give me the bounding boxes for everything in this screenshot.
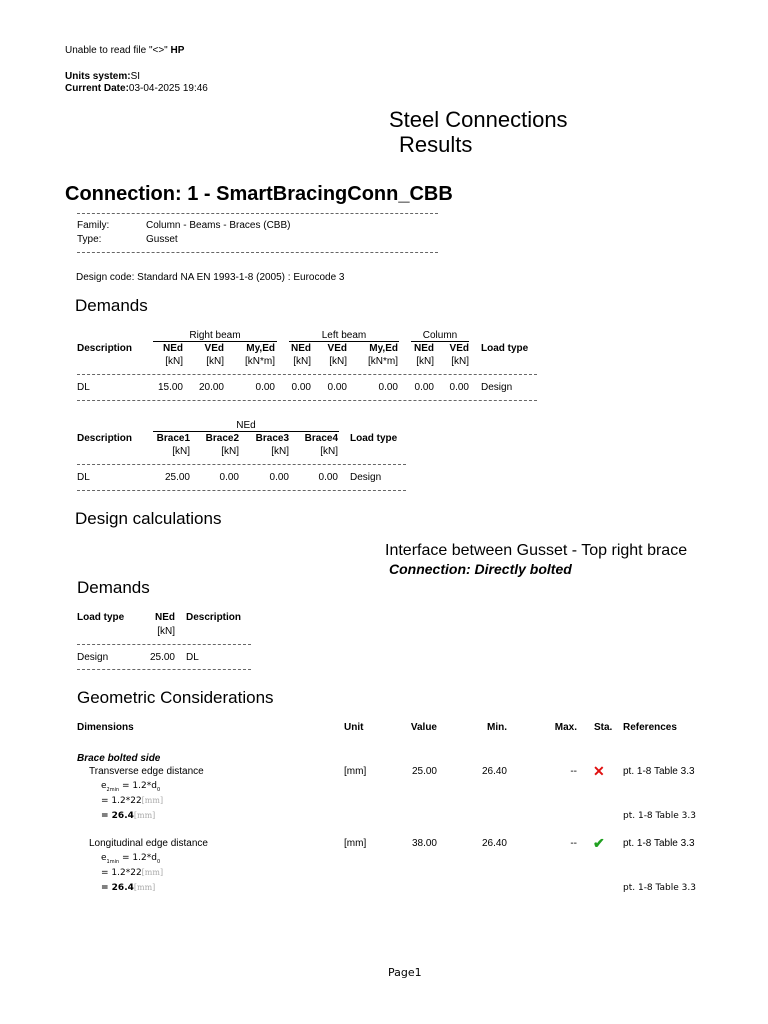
fail-icon: ✕	[593, 763, 605, 779]
date-value: 03-04-2025 19:46	[128, 83, 208, 94]
col-description: Description	[77, 433, 133, 444]
col-max: Max.	[554, 722, 577, 733]
table-cell: 0.00	[269, 472, 289, 483]
type-value: Gusset	[146, 234, 178, 245]
unit: [kN]	[206, 356, 224, 367]
type-label: Type:	[77, 234, 102, 245]
group-line	[289, 341, 399, 342]
divider	[77, 464, 406, 465]
table-cell: 0.00	[291, 382, 311, 393]
dimension-reference: pt. 1-8 Table 3.3	[623, 766, 695, 777]
col-min: Min.	[487, 722, 507, 733]
file-error-text: Unable to read file "<>"	[65, 45, 168, 56]
unit: [kN]	[329, 356, 347, 367]
table-cell: Design	[77, 652, 109, 663]
table-cell: 25.00	[164, 472, 190, 483]
dimension-unit: [mm]	[344, 838, 367, 849]
table-cell: Design	[350, 472, 382, 483]
col-ned: NEd	[414, 343, 434, 354]
group-column: Column	[422, 330, 458, 341]
unit: [kN]	[451, 356, 469, 367]
col-ved: VEd	[327, 343, 347, 354]
table-cell: 0.00	[219, 472, 239, 483]
divider	[77, 669, 251, 670]
col-myed: My,Ed	[246, 343, 275, 354]
formula-line: = 1.2*22[mm]	[101, 796, 164, 806]
unit: [kN]	[293, 356, 311, 367]
formula-reference: pt. 1-8 Table 3.3	[623, 811, 696, 821]
col-status: Sta.	[594, 722, 613, 733]
group-label: Brace bolted side	[77, 753, 161, 764]
col-ned: NEd	[163, 343, 183, 354]
unit: [kN]	[221, 446, 239, 457]
unit: [kN]	[157, 626, 175, 637]
table-cell: 0.00	[378, 382, 398, 393]
interface-heading: Interface between Gusset - Top right brace	[385, 542, 688, 559]
date-label: Current Date:	[65, 83, 129, 94]
interface-connection: Connection: Directly bolted	[389, 561, 572, 577]
col-description: Description	[77, 343, 133, 354]
formula-line: $e_{1min} = 1.2*d_0$	[101, 853, 161, 865]
table-cell: 0.00	[318, 472, 338, 483]
group-line	[153, 431, 339, 432]
table-cell: DL	[186, 652, 199, 663]
table-cell: 15.00	[157, 382, 183, 393]
dimension-name: Transverse edge distance	[89, 766, 204, 777]
dimension-unit: [mm]	[344, 766, 367, 777]
unit: [kN]	[165, 356, 183, 367]
group-line	[153, 341, 277, 342]
table-cell: 0.00	[327, 382, 347, 393]
dimension-value: 25.00	[411, 766, 437, 777]
date-line	[65, 83, 208, 94]
col-brace3: Brace3	[255, 433, 289, 444]
col-ved: VEd	[449, 343, 469, 354]
col-load-type: Load type	[77, 612, 125, 623]
file-error-name: HP	[170, 45, 185, 56]
formula-result: = 26.4[mm]	[101, 883, 156, 893]
group-line	[411, 341, 469, 342]
table-cell: Design	[481, 382, 513, 393]
family-label: Family:	[77, 220, 110, 231]
demands-heading: Demands	[77, 578, 150, 597]
table-cell: 0.00	[414, 382, 434, 393]
check-icon: ✔	[593, 835, 605, 851]
dimension-value: 38.00	[411, 838, 437, 849]
formula-result: = 26.4[mm]	[101, 811, 156, 821]
col-ned: NEd	[155, 612, 175, 623]
col-brace1: Brace1	[156, 433, 190, 444]
design-code: Design code: Standard NA EN 1993-1-8 (2005) : Eurocode 3	[76, 272, 345, 283]
page-number: Page1	[388, 966, 422, 979]
col-dimensions: Dimensions	[77, 722, 134, 733]
report-subtitle: Results	[399, 132, 473, 157]
units-value: SI	[130, 71, 141, 82]
col-description: Description	[186, 612, 242, 623]
col-brace2: Brace2	[205, 433, 239, 444]
divider	[77, 252, 438, 253]
col-load-type: Load type	[481, 343, 529, 354]
table-cell: DL	[77, 382, 90, 393]
col-myed: My,Ed	[369, 343, 398, 354]
col-ned: NEd	[291, 343, 311, 354]
family-value: Column - Beams - Braces (CBB)	[146, 220, 291, 231]
col-load-type: Load type	[350, 433, 398, 444]
col-ved: VEd	[204, 343, 224, 354]
unit: [kN*m]	[368, 356, 398, 367]
report-title: Steel Connections	[389, 107, 568, 132]
group-right-beam: Right beam	[189, 330, 241, 341]
col-references: References	[623, 722, 677, 733]
dimension-max: --	[570, 766, 577, 777]
table-cell: 0.00	[449, 382, 469, 393]
group-left-beam: Left beam	[321, 330, 367, 341]
dimension-name: Longitudinal edge distance	[89, 838, 208, 849]
divider	[77, 490, 406, 491]
unit: [kN]	[172, 446, 190, 457]
formula-reference: pt. 1-8 Table 3.3	[623, 883, 696, 893]
col-unit: Unit	[344, 722, 364, 733]
design-calc-heading: Design calculations	[75, 509, 222, 528]
col-value: Value	[410, 722, 437, 733]
table-cell: DL	[77, 472, 90, 483]
dimension-max: --	[570, 838, 577, 849]
units-label: Units system:	[65, 71, 131, 82]
unit: [kN]	[320, 446, 338, 457]
table-cell: 0.00	[255, 382, 275, 393]
units-line	[65, 71, 140, 82]
table-cell: 20.00	[198, 382, 224, 393]
dimension-min: 26.40	[481, 838, 507, 849]
formula-line: = 1.2*22[mm]	[101, 868, 164, 878]
connection-heading: Connection: 1 - SmartBracingConn_CBB	[65, 183, 453, 205]
dimension-reference: pt. 1-8 Table 3.3	[623, 838, 695, 849]
divider	[77, 644, 251, 645]
dimension-min: 26.40	[481, 766, 507, 777]
geometric-heading: Geometric Considerations	[77, 688, 274, 707]
table-cell: 25.00	[149, 652, 175, 663]
file-error-line	[65, 45, 184, 56]
divider	[77, 400, 537, 401]
group-ned: NEd	[236, 420, 256, 431]
divider	[77, 374, 537, 375]
formula-line: $e_{2min} = 1.2*d_0$	[101, 781, 161, 793]
demands-heading: Demands	[75, 296, 148, 315]
divider	[77, 213, 438, 214]
unit: [kN*m]	[245, 356, 275, 367]
col-brace4: Brace4	[304, 433, 338, 444]
unit: [kN]	[271, 446, 289, 457]
unit: [kN]	[416, 356, 434, 367]
